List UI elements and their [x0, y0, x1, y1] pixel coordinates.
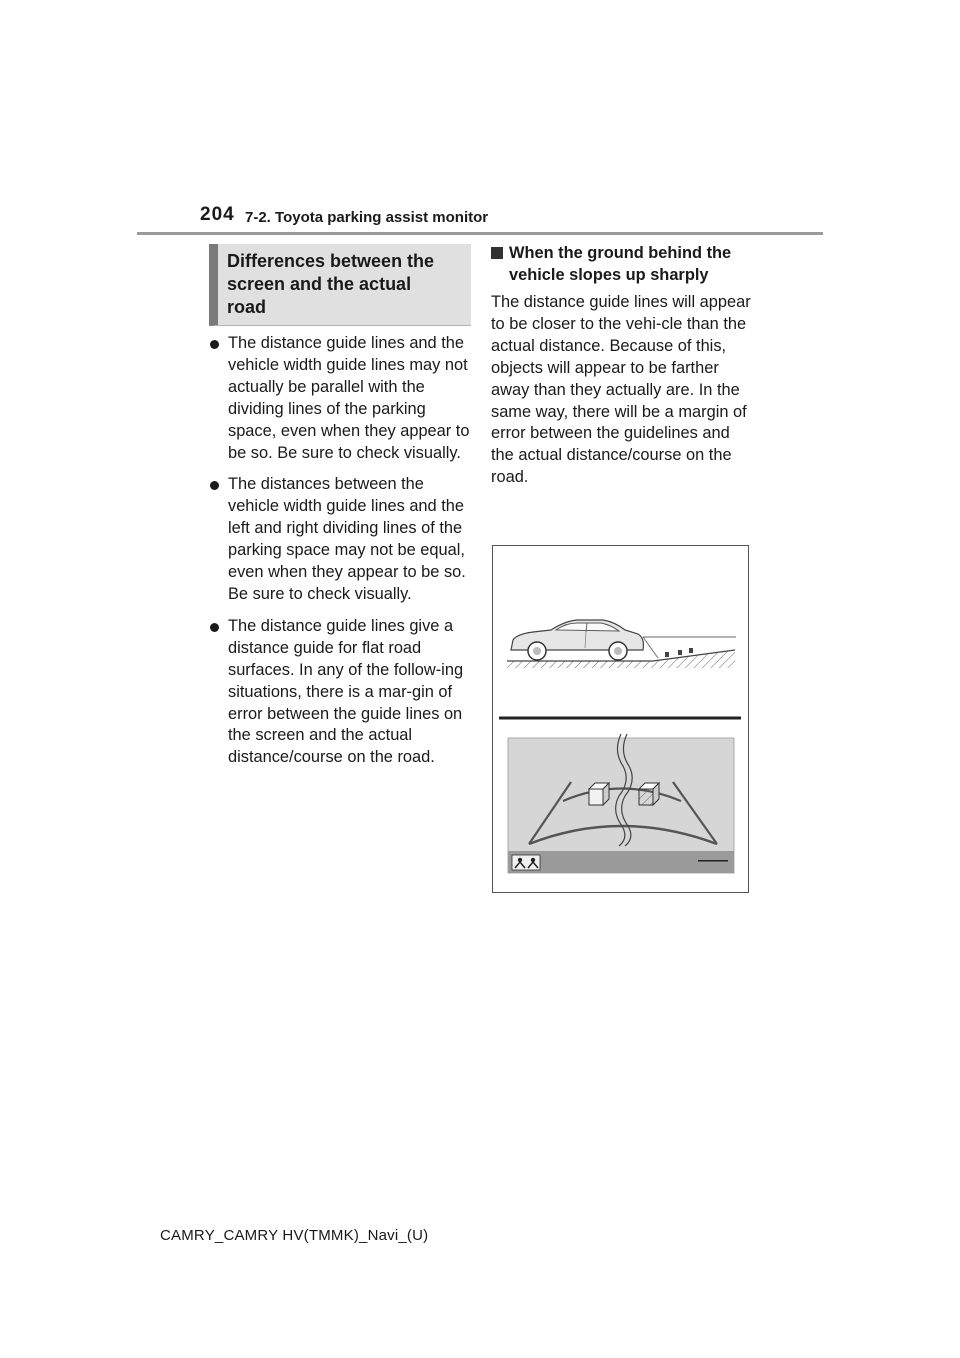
left-column	[209, 244, 471, 779]
guide-marker-2	[678, 650, 682, 655]
bullet-dot-icon	[210, 481, 219, 490]
body-paragraph: The distance guide lines will appear to be closer to the vehi-cle than the actual distance. Because of this, objects will appear to be farther away than they actually are. In the same way, there will be a margin of error between the guidelines and the actual distance/course on the road.	[491, 293, 751, 487]
bullet-item-3	[209, 616, 471, 769]
sub-heading-text: When the ground behind the vehicle slopes up sharply	[509, 244, 732, 284]
header-rule	[137, 232, 823, 235]
parking-sensor-icon	[512, 855, 540, 870]
section-header: 7-2. Toyota parking assist monitor	[245, 209, 489, 226]
bullet-item-1	[209, 333, 471, 464]
bullet-item-2	[209, 474, 471, 605]
car-icon	[511, 620, 643, 660]
bullet-text-3: The distance guide lines give a distance guide for flat road surfaces. In any of the follow-ing situations, there is a mar-gin of error between the guide lines on the screen and the actual distance/course on the road.	[228, 616, 464, 767]
object-box-right	[639, 783, 659, 805]
screen-bottom-bar	[508, 851, 734, 873]
slope-illustration-svg	[493, 546, 748, 892]
right-column	[491, 242, 753, 489]
heading-line-1: Differences between the	[227, 251, 435, 271]
monitor-screen	[508, 734, 734, 873]
object-box-left	[589, 783, 609, 805]
heading-line-2: screen and the actual	[227, 274, 412, 294]
side-view-scene	[507, 620, 736, 668]
flat-ground	[507, 661, 653, 668]
screen-button-icon	[698, 860, 728, 862]
bullet-text-1: The distance guide lines and the vehicle width guide lines may not actually be parallel with the dividing lines of the parking space, even when they appear to be so. Be sure to check visually.	[228, 334, 470, 462]
section-heading-box	[209, 244, 471, 326]
sub-heading	[491, 242, 753, 286]
guide-marker-1	[665, 652, 669, 657]
bullet-text-2: The distances between the vehicle width guide lines and the left and right dividing lines of the parking space may not be equal, even when they appear to be so. Be sure to check visually.	[228, 475, 466, 603]
square-bullet-icon	[491, 247, 503, 259]
guide-marker-3	[689, 648, 693, 653]
bullet-dot-icon	[210, 340, 219, 349]
slope-illustration	[492, 545, 749, 893]
footer-model: CAMRY_CAMRY HV(TMMK)_Navi_(U)	[160, 1227, 429, 1244]
page-number: 204	[200, 204, 235, 225]
bullet-list	[209, 333, 471, 769]
bullet-dot-icon	[210, 623, 219, 632]
heading-line-3: road	[227, 297, 267, 317]
